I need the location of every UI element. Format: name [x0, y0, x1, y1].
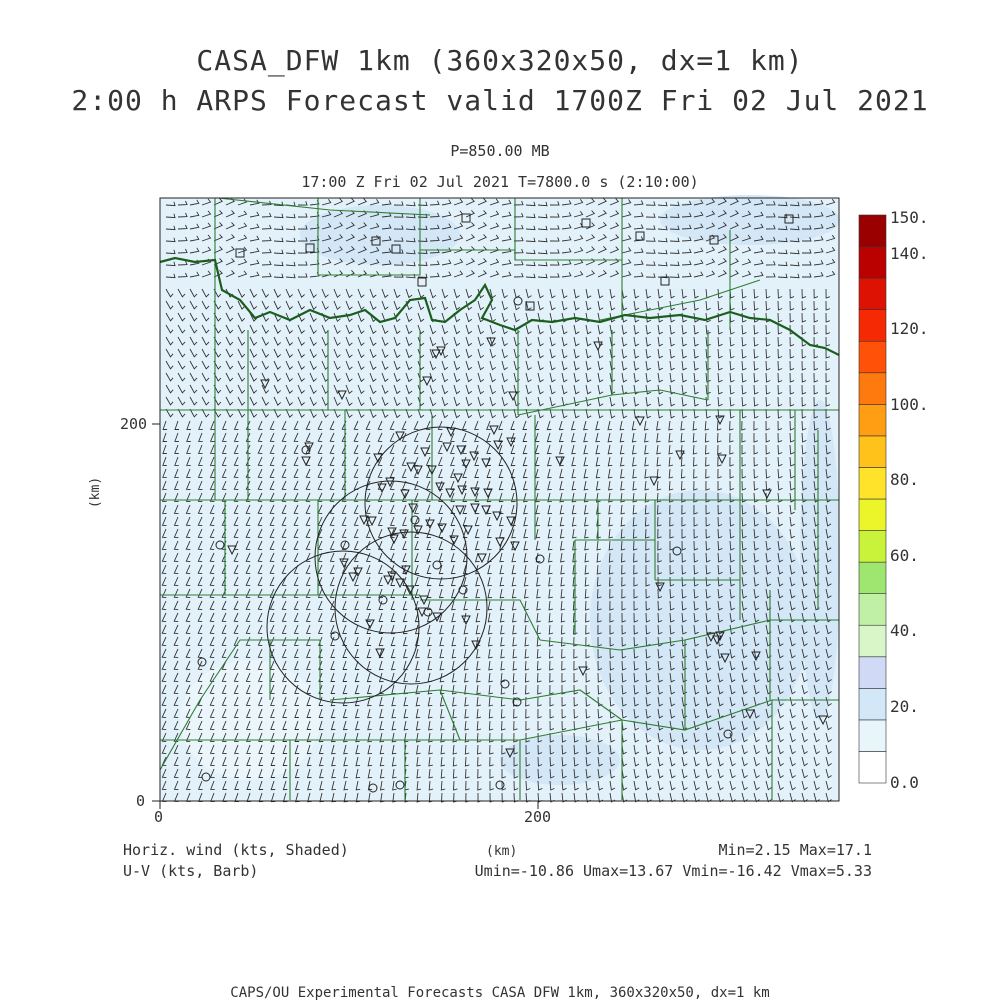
colorbar-swatch: [859, 594, 886, 626]
pressure-label: P=850.00 MB: [450, 142, 550, 160]
colorbar-swatch: [859, 499, 886, 531]
colorbar-swatch: [859, 562, 886, 594]
time-label: 17:00 Z Fri 02 Jul 2021 T=7800.0 s (2:10:00): [301, 173, 699, 191]
uv-range-label: Umin=-10.86 Umax=13.67 Vmin=-16.42 Vmax=5.33: [474, 862, 872, 880]
colorbar-label-20: 20.: [890, 697, 919, 716]
colorbar-swatch: [859, 373, 886, 405]
title-line-1: CASA_DFW 1km (360x320x50, dx=1 km): [196, 44, 804, 77]
colorbar-swatch: [859, 688, 886, 720]
colorbar-swatch: [859, 751, 886, 783]
colorbar-label-60: 60.: [890, 546, 919, 565]
x-tick-200: 200: [524, 808, 552, 826]
credit-label: CAPS/OU Experimental Forecasts CASA DFW 1km, 360x320x50, dx=1 km: [230, 985, 770, 1001]
colorbar-label-0: 0.0: [890, 773, 919, 792]
colorbar-swatch: [859, 657, 886, 689]
colorbar-swatch: [859, 531, 886, 563]
colorbar-swatch: [859, 215, 886, 247]
colorbar-swatch: [859, 467, 886, 499]
x-axis-label: (km): [486, 844, 518, 859]
barb-label: U-V (kts, Barb): [123, 862, 259, 880]
colorbar-swatch: [859, 625, 886, 657]
y-tick-0: 0: [136, 792, 146, 810]
colorbar-label-80: 80.: [890, 470, 919, 489]
colorbar-label-100: 100.: [890, 395, 929, 414]
colorbar-swatch: [859, 278, 886, 310]
colorbar-label-140: 140.: [890, 244, 929, 263]
colorbar-swatch: [859, 310, 886, 342]
colorbar-label-150: 150.: [890, 208, 929, 227]
colorbar-swatch: [859, 247, 886, 279]
y-tick-200: 200: [120, 415, 148, 433]
colorbar-swatch: [859, 720, 886, 752]
y-axis-label: (km): [88, 476, 104, 509]
colorbar-swatch: [859, 404, 886, 436]
colorbar: [859, 215, 886, 783]
title-line-2: 2:00 h ARPS Forecast valid 1700Z Fri 02 Jul 2021: [71, 84, 929, 117]
x-tick-0: 0: [154, 808, 164, 826]
min-max-label: Min=2.15 Max=17.1: [718, 841, 872, 859]
colorbar-label-40: 40.: [890, 621, 919, 640]
field-label: Horiz. wind (kts, Shaded): [123, 841, 349, 859]
colorbar-swatch: [859, 341, 886, 373]
colorbar-swatch: [859, 436, 886, 468]
colorbar-label-120: 120.: [890, 319, 929, 338]
